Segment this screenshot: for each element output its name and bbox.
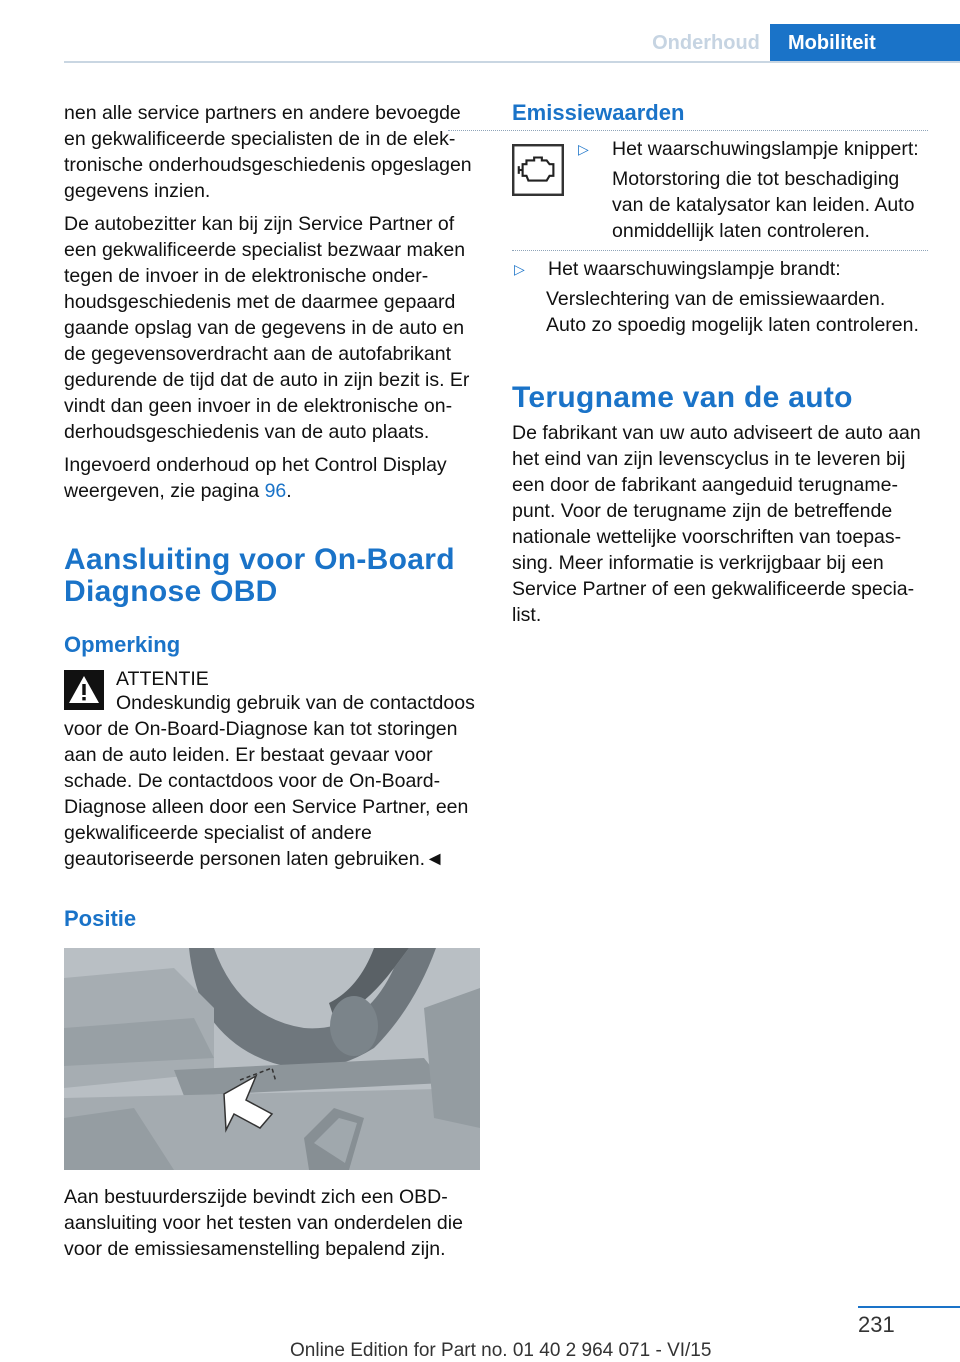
subheading-emissiewaarden: Emissiewaarden xyxy=(512,100,685,125)
paragraph-end: . xyxy=(286,480,292,502)
bullet-detail: Motorstoring die tot beschadiging van de katalysator kan leiden. Auto onmiddellijk laten controleren. xyxy=(612,168,915,242)
footer-rule xyxy=(858,1306,960,1308)
bullet-text: Het waarschuwingslampje knippert: xyxy=(612,138,919,160)
divider xyxy=(448,130,928,131)
edition-footer: Online Edition for Part no. 01 40 2 964 071 - VI/15 xyxy=(290,1340,712,1361)
dashboard-illustration xyxy=(64,948,480,1170)
paragraph: De fabrikant van uw auto adviseert de auto aan het eind van zijn levenscyclus in te leveren bij een door de fabrikant aangeduid terugnamepunt. Voor de terugname zijn de betreffende nationale wettelijke voorschriften van toepassing. Meer informatie is verkrijgbaar bij een Service Partner of een gekwalificeerde specialist. xyxy=(512,422,921,626)
bullet-text: Het waarschuwingslampje brandt: xyxy=(548,258,841,280)
page-number: 231 xyxy=(858,1312,895,1337)
bullet-row xyxy=(512,256,928,282)
tab-mobiliteit[interactable]: Mobiliteit xyxy=(770,24,960,62)
obd-location-image xyxy=(64,948,480,1170)
section-heading-terugname: Terugname van de auto xyxy=(512,381,853,414)
chapter-tabs xyxy=(642,24,960,62)
warning-text: Ondeskundig gebruik van de contactdoos voor de On-Board-Diagnose kan tot storingen aan de auto leiden. Er bestaat gevaar voor schade. De contactdoos voor de On-Board-Diagnose alleen door een Service Partner, een gekwalificeerde specialist of andere geautoriseerde personen laten gebruiken.◄ xyxy=(64,692,475,870)
warning-block xyxy=(64,666,480,716)
tab-onderhoud[interactable]: Onderhoud xyxy=(642,24,770,62)
subheading-positie: Positie xyxy=(64,906,137,931)
left-column xyxy=(64,100,480,1269)
right-column xyxy=(512,100,928,635)
bullet-detail: Verslechtering van de emissiewaarden. Auto zo spoedig mogelijk laten controleren. xyxy=(546,288,919,336)
warning-title: ATTENTIE xyxy=(116,668,209,690)
page-link[interactable]: 96 xyxy=(264,480,287,502)
paragraph-text: Ingevoerd onderhoud op het Control Display weergeven, zie pagina xyxy=(64,454,447,502)
image-caption: Aan bestuurderszijde bevindt zich een OBD-aansluiting voor het testen van onderdelen die voor de emissiesamenstelling bepalend zijn. xyxy=(64,1186,463,1260)
subheading-opmerking: Opmerking xyxy=(64,632,181,657)
triangle-right-icon: ▷ xyxy=(514,261,525,277)
paragraph: nen alle service partners en andere bevoegde en gekwalificeerde specialisten de in de elektronische onderhoudsgeschiedenis opgeslagen gegevens inzien. xyxy=(64,102,472,202)
header-rule xyxy=(64,61,960,63)
warning-triangle-icon xyxy=(64,670,104,710)
bullet-item-brandt xyxy=(512,256,928,338)
bullet-row xyxy=(576,136,928,162)
warning-text-first xyxy=(64,690,480,716)
section-heading-obd: Aansluiting voor On-Board Diagnose OBD xyxy=(64,543,455,608)
paragraph xyxy=(64,452,480,504)
bullet-item-knippert xyxy=(512,136,928,244)
triangle-right-icon: ▷ xyxy=(578,141,589,157)
paragraph: De autobezitter kan bij zijn Service Partner of een gekwalificeerde specialist bezwaar maken tegen de invoer in de elektronische onderhoudsgeschiedenis met de daarmee gepaard gaande opslag van de gegevens in de auto en de gegevensoverdracht aan de autofabrikant gedurende de tijd dat de auto in zijn bezit is. Er vindt dan geen invoer in de elektronische onderhoudsgeschiedenis van de auto plaats. xyxy=(64,213,470,443)
divider xyxy=(512,250,928,251)
